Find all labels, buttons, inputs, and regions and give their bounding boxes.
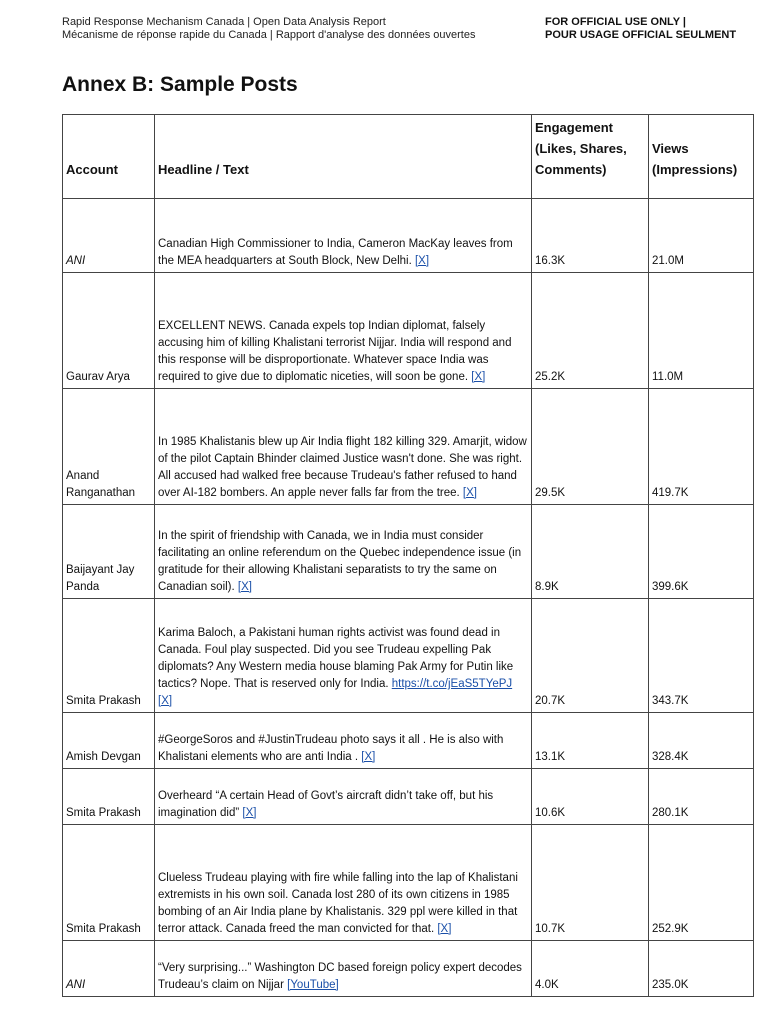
account-cell: Smita Prakash [63, 825, 155, 941]
engagement-cell: 20.7K [532, 599, 649, 713]
post-url-link[interactable]: https://t.co/jEaS5TYePJ [391, 678, 513, 690]
post-text: In 1985 Khalistanis blew up Air India flight 182 killing 329. Amarjit, widow of the pilot Captain Bhinder claimed Justice wasn't done. She was right. All accused had walked free because Trudeau's father refused to hand over AI-182 bombers. An apple never falls far from the tree. [158, 436, 527, 499]
views-cell: 419.7K [649, 389, 754, 505]
views-cell: 280.1K [649, 769, 754, 825]
column-header-account: Account [63, 115, 155, 199]
table-row [63, 199, 754, 273]
header-french: Mécanisme de réponse rapide du Canada | Rapport d'analyse des données ouvertes [62, 29, 476, 41]
post-text: EXCELLENT NEWS. Canada expels top Indian diplomat, falsely accusing him of killing Khalistani terrorist Nijjar. India will respond and this response will be disproportionate. Whatever space India was required to give due to diplomatic niceties, will soon be gone. [158, 320, 512, 383]
header-english: Rapid Response Mechanism Canada | Open Data Analysis Report [62, 16, 386, 28]
classification-english: FOR OFFICIAL USE ONLY | [545, 16, 687, 28]
engagement-cell: 10.7K [532, 825, 649, 941]
views-cell: 343.7K [649, 599, 754, 713]
engagement-cell: 4.0K [532, 941, 649, 997]
account-cell: ANI [63, 199, 155, 273]
headline-cell [155, 505, 532, 599]
engagement-cell: 16.3K [532, 199, 649, 273]
source-link[interactable]: [X] [471, 371, 486, 383]
headline-cell [155, 199, 532, 273]
classification-french: POUR USAGE OFFICIAL SEULMENT [545, 29, 737, 41]
headline-cell [155, 825, 532, 941]
views-cell: 252.9K [649, 825, 754, 941]
post-text: Karima Baloch, a Pakistani human rights activist was found dead in Canada. Foul play suspected. Did you see Trudeau expelling Pak diplomats? Any Western media house blaming Pak Army for Putin like tactics? Nope. That is reserved only for India. [158, 627, 514, 690]
source-link[interactable]: [X] [462, 487, 477, 499]
views-cell: 11.0M [649, 273, 754, 389]
table-row [63, 389, 754, 505]
engagement-cell: 13.1K [532, 713, 649, 769]
source-link[interactable]: [X] [437, 923, 452, 935]
column-header-views: Views (Impressions) [649, 115, 754, 199]
table-row [63, 825, 754, 941]
table-row [63, 713, 754, 769]
source-link[interactable]: [X] [237, 581, 252, 593]
source-link[interactable]: [X] [242, 807, 257, 819]
post-text: #GeorgeSoros and #JustinTrudeau photo says it all . He is also with Khalistani elements who are anti India . [158, 734, 504, 763]
views-cell: 328.4K [649, 713, 754, 769]
engagement-cell: 10.6K [532, 769, 649, 825]
account-cell: Gaurav Arya [63, 273, 155, 389]
headline-cell [155, 941, 532, 997]
table-header-row [63, 115, 754, 199]
engagement-cell: 25.2K [532, 273, 649, 389]
headline-cell [155, 769, 532, 825]
views-cell: 399.6K [649, 505, 754, 599]
page-title: Annex B: Sample Posts [62, 73, 298, 96]
column-header-engagement: Engagement (Likes, Shares, Comments) [532, 115, 649, 199]
post-text: Overheard “A certain Head of Govt’s aircraft didn’t take off, but his imagination did” [158, 790, 494, 819]
table-row [63, 941, 754, 997]
sample-posts-table [62, 114, 754, 997]
classification-marking [545, 16, 736, 42]
headline-cell [155, 713, 532, 769]
views-cell: 235.0K [649, 941, 754, 997]
table-row [63, 599, 754, 713]
source-link[interactable]: [X] [158, 695, 173, 707]
account-cell: Baijayant Jay Panda [63, 505, 155, 599]
source-link[interactable]: [X] [361, 751, 376, 763]
account-cell: Smita Prakash [63, 599, 155, 713]
headline-cell [155, 273, 532, 389]
views-cell: 21.0M [649, 199, 754, 273]
headline-cell [155, 389, 532, 505]
table-row [63, 273, 754, 389]
column-header-headline: Headline / Text [155, 115, 532, 199]
account-cell: Smita Prakash [63, 769, 155, 825]
table-row [63, 769, 754, 825]
post-text: Canadian High Commissioner to India, Cameron MacKay leaves from the MEA headquarters at South Block, New Delhi. [158, 238, 513, 267]
engagement-cell: 8.9K [532, 505, 649, 599]
engagement-cell: 29.5K [532, 389, 649, 505]
source-link[interactable]: [X] [414, 255, 430, 267]
source-link[interactable]: [YouTube] [287, 979, 339, 991]
post-text: “Very surprising...” Washington DC based foreign policy expert decodes Trudeau’s claim on Nijjar [158, 962, 522, 991]
account-cell: ANI [63, 941, 155, 997]
post-text: In the spirit of friendship with Canada, we in India must consider facilitating an online referendum on the Quebec independence issue (in gratitude for their allowing Khalistani separatists to try the same on Canadian soil). [158, 530, 522, 593]
account-cell: Amish Devgan [63, 713, 155, 769]
account-cell: Anand Ranganathan [63, 389, 155, 505]
table-row [63, 505, 754, 599]
post-text: Clueless Trudeau playing with fire while falling into the lap of Khalistani extremists in his own soil. Canada lost 280 of its own citizens in 1985 bombing of an Air India plane by Khalistanis. 329 ppl were killed in that terror attack. Canada freed the man convicted for that. [158, 872, 518, 935]
headline-cell [155, 599, 532, 713]
report-header-left [62, 16, 475, 42]
